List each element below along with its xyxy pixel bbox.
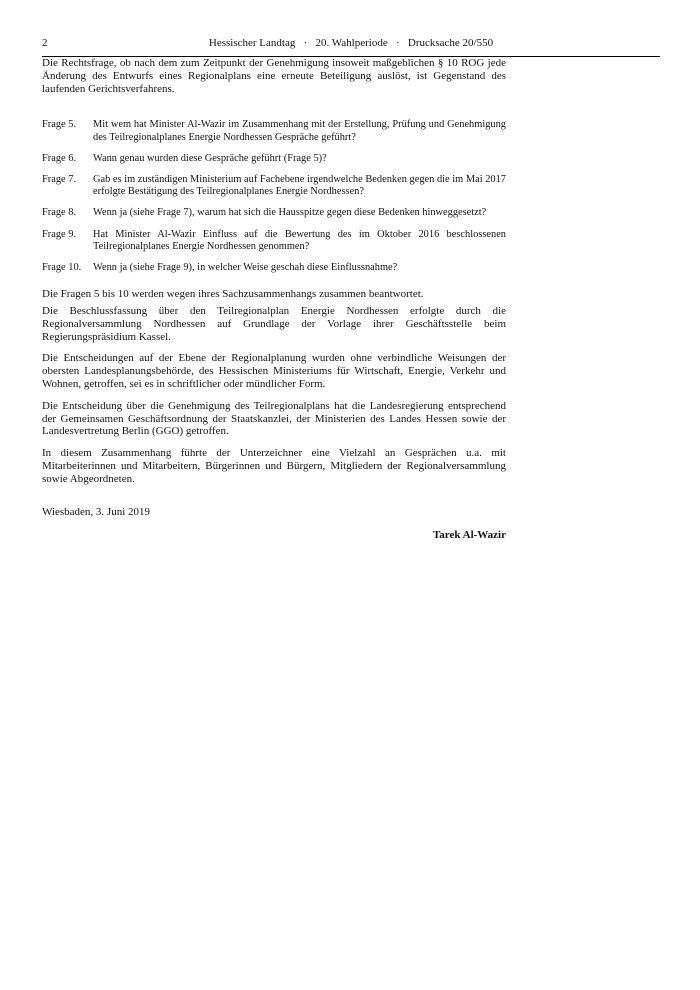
question-label: Frage 9. [42,228,77,240]
question-label: Frage 6. [42,152,77,164]
question-item [42,174,506,198]
document-body [42,57,506,542]
signature: Tarek Al-Wazir [432,529,506,542]
page-header [42,36,660,52]
question-text: Hat Minister Al-Wazir Einfluss auf die Bewertung des im Oktober 2016 beschlossenen Teilregionalplanes Energie Nordhessen genommen? [93,228,506,252]
page-number: 2 [42,37,48,49]
question-label: Frage 10. [42,262,82,274]
header-title: Hessischer Landtag · 20. Wahlperiode · Drucksache 20/550 [208,37,494,49]
intro-paragraph: Die Rechtsfrage, ob nach dem zum Zeitpunkt der Genehmigung insoweit maßgeblichen § 10 ROG jede Änderung des Entwurfs eines Regionalplans eine erneute Beteiligung auslöst, ist Gegenstand des laufenden Gerichtsverfahrens. [42,57,506,95]
question-text: Gab es im zuständigen Ministerium auf Fachebene irgendwelche Bedenken gegen die im Mai 2017 erfolgte Bestätigung des Teilregionalplanes Energie Nordhessen? [93,174,506,198]
question-text: Wann genau wurden diese Gespräche geführt (Frage 5)? [93,152,327,164]
question-text: Mit wem hat Minister Al-Wazir im Zusammenhang mit der Erstellung, Prüfung und Genehmigung des Teilregionalplanes Energie Nordhessen Gespräche geführt? [93,119,506,143]
question-item [42,207,506,219]
questions-list [42,119,506,274]
answer-paragraph: In diesem Zusammenhang führte der Unterzeichner eine Vielzahl an Gesprächen u.a. mit Mitarbeiterinnen und Mitarbeitern, Bürgerinnen und Bürgern, Mitgliedern der Regionalversammlung sowie Abgeordneten. [42,447,506,485]
answer-section [42,288,506,485]
answer-paragraph: Die Entscheidungen auf der Ebene der Regionalplanung wurden ohne verbindliche Weisungen der obersten Landesplanungsbehörde, des Hessischen Ministeriums für Wirtschaft, Energie, Verkehr und Wohnen, getroffen, sei es in schriftlicher oder mündlicher Form. [42,352,506,390]
question-text: Wenn ja (siehe Frage 9), in welcher Weise geschah diese Einflussnahme? [93,262,398,274]
question-label: Frage 7. [42,174,77,185]
answer-paragraph: Die Beschlussfassung über den Teilregionalplan Energie Nordhessen erfolgte durch die Regionalversammlung Nordhessen auf Grundlage der Vorlage ihrer Geschäftsstelle beim Regierungspräsidium Kassel. [42,305,506,343]
question-text: Wenn ja (siehe Frage 7), warum hat sich die Hausspitze gegen diese Bedenken hinweggesetzt? [93,207,487,219]
question-item [42,119,506,143]
answer-paragraph: Die Fragen 5 bis 10 werden wegen ihres Sachzusammenhangs zusammen beantwortet. [42,288,424,301]
date-line: Wiesbaden, 3. Juni 2019 [42,505,151,518]
answer-paragraph: Die Entscheidung über die Genehmigung des Teilregionalplans hat die Landesregierung entsprechend der Gemeinsamen Geschäftsordnung der Staatskanzlei, der Ministerien des Landes Hessen sowie der Landesvertretung Berlin (GGO) getroffen. [42,399,506,438]
question-label: Frage 8. [42,207,77,219]
question-item [42,262,506,274]
question-label: Frage 5. [42,119,77,131]
question-item [42,153,506,165]
question-item [42,229,506,253]
